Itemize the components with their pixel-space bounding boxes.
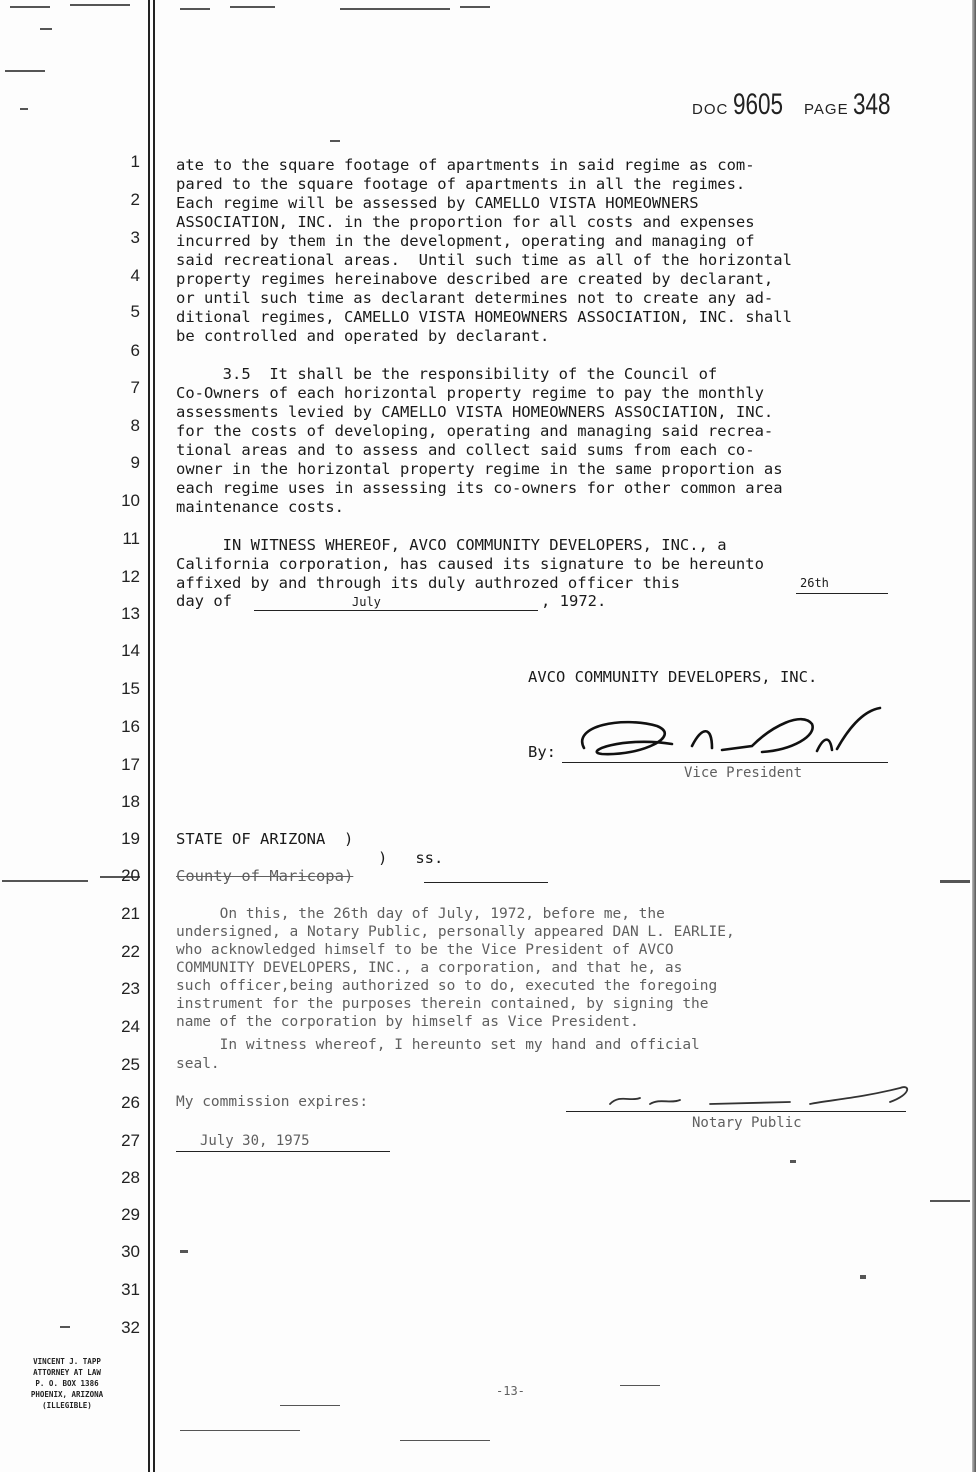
text-line: ate to the square footage of apartments in said regime as com- — [176, 156, 755, 174]
text-line: affixed by and through its duly authrozed officer this — [176, 574, 680, 592]
text-line: California corporation, has caused its signature to be hereunto — [176, 555, 764, 573]
text-line: undersigned, a Notary Public, personally appeared DAN L. EARLIE, — [176, 924, 735, 940]
text-line: assessments levied by CAMELLO VISTA HOMEOWNERS ASSOCIATION, INC. — [176, 403, 774, 421]
by-label: By: — [528, 743, 556, 761]
year-text: , 1972. — [541, 592, 607, 610]
stamp-line: P. O. BOX 1386 — [35, 1379, 99, 1388]
line-number: 26 — [121, 1093, 140, 1112]
line-number: 22 — [121, 942, 140, 961]
line-number: 15 — [121, 679, 140, 698]
stamp-line: ATTORNEY AT LAW — [33, 1368, 101, 1377]
text-line: On this, the 26th day of July, 1972, before me, the — [176, 906, 665, 922]
text-line: name of the corporation by himself as Vice President. — [176, 1014, 639, 1030]
stamp-line: VINCENT J. TAPP — [33, 1357, 101, 1366]
line-number: 28 — [121, 1168, 140, 1187]
text-line: seal. — [176, 1056, 220, 1072]
text-line: Co-Owners of each horizontal property regime to pay the monthly — [176, 384, 764, 402]
venue-ss: ) ss. — [378, 849, 444, 867]
commission-underline — [176, 1151, 390, 1152]
line-number: 11 — [122, 529, 140, 548]
signature-line — [562, 762, 888, 763]
text-line: property regimes hereinabove described are created by declarant, — [176, 270, 774, 288]
stamp-line: PHOENIX, ARIZONA — [30, 1390, 104, 1399]
text-line: be controlled and operated by declarant. — [176, 327, 550, 345]
line-number: 27 — [121, 1131, 140, 1150]
line-number: 6 — [130, 341, 140, 360]
venue-county: County of Maricopa) — [176, 867, 354, 885]
line-number: 18 — [121, 792, 140, 811]
signer-title: Vice President — [684, 765, 803, 781]
venue-underline — [424, 882, 548, 883]
notary-signature-line — [566, 1111, 906, 1112]
line-number: 16 — [121, 717, 140, 736]
line-number: 21 — [121, 904, 140, 923]
text-line: ASSOCIATION, INC. in the proportion for all costs and expenses — [176, 213, 755, 231]
attorney-stamp — [2, 1356, 132, 1411]
page-label: PAGE — [804, 101, 849, 118]
commission-label: My commission expires: — [176, 1094, 369, 1110]
text-line: 3.5 It shall be the responsibility of the Council of — [176, 365, 718, 383]
text-line: for the costs of developing, operating and managing said recrea- — [176, 422, 774, 440]
text-line: such officer,being authorized so to do, executed the foregoing — [176, 978, 718, 994]
text-line: said recreational areas. Until such time as all of the horizontal — [176, 251, 792, 269]
line-number: 17 — [121, 755, 140, 774]
text-line: who acknowledged himself to be the Vice President of AVCO — [176, 942, 674, 958]
book-label: DOC — [692, 101, 729, 118]
notary-title: Notary Public — [692, 1115, 802, 1131]
line-number: 30 — [121, 1242, 140, 1261]
text-line: maintenance costs. — [176, 498, 344, 516]
text-line: ditional regimes, CAMELLO VISTA HOMEOWNERS ASSOCIATION, INC. shall — [176, 308, 792, 326]
line-number: 19 — [121, 829, 140, 848]
text-line: instrument for the purposes therein contained, by signing the — [176, 996, 709, 1012]
page-footer-number: -13- — [496, 1384, 525, 1398]
recording-book-page — [692, 88, 903, 122]
text-line: each regime uses in assessing its co-owners for other common area — [176, 479, 783, 497]
line-number: 9 — [130, 453, 140, 472]
text-line: IN WITNESS WHEREOF, AVCO COMMUNITY DEVELOPERS, INC., a — [176, 536, 727, 554]
text-line: COMMUNITY DEVELOPERS, INC., a corporation, and that he, as — [176, 960, 683, 976]
line-number: 25 — [121, 1055, 140, 1074]
line-number: 5 — [130, 302, 140, 321]
line-number: 2 — [130, 190, 140, 209]
line-number: 31 — [121, 1280, 140, 1299]
line-number: 4 — [130, 266, 140, 285]
text-line: incurred by them in the development, operating and managing of — [176, 232, 755, 250]
text-line: tional areas and to assess and collect said sums from each co- — [176, 441, 755, 459]
line-number: 1 — [130, 152, 140, 171]
text-line: Each regime will be assessed by CAMELLO VISTA HOMEOWNERS — [176, 194, 699, 212]
month-value: July — [352, 595, 381, 609]
day-underline — [796, 593, 888, 594]
line-number: 10 — [121, 491, 140, 510]
line-number: 13 — [121, 604, 140, 623]
line-number: 3 — [130, 228, 140, 247]
commission-date: July 30, 1975 — [200, 1133, 310, 1149]
month-underline — [254, 610, 538, 611]
page-number: 348 — [853, 88, 891, 121]
text-line: owner in the horizontal property regime in the same proportion as — [176, 460, 783, 478]
day-value: 26th — [800, 576, 829, 590]
line-number: 23 — [121, 979, 140, 998]
text-line: In witness whereof, I hereunto set my hand and official — [176, 1037, 700, 1053]
line-number: 24 — [121, 1017, 140, 1036]
company-name: AVCO COMMUNITY DEVELOPERS, INC. — [528, 668, 818, 686]
stamp-line: (ILLEGIBLE) — [42, 1401, 92, 1410]
line-number: 29 — [121, 1205, 140, 1224]
line-number: 8 — [130, 416, 140, 435]
text-line: pared to the square footage of apartments in all the regimes. — [176, 175, 746, 193]
text-line: or until such time as declarant determines not to create any ad- — [176, 289, 774, 307]
officer-signature — [562, 706, 892, 766]
book-number: 9605 — [732, 88, 783, 121]
line-number: 20 — [121, 866, 140, 885]
line-number: 12 — [121, 567, 140, 586]
day-of-label: day of — [176, 592, 232, 610]
line-number: 32 — [121, 1318, 140, 1337]
line-number: 7 — [130, 378, 140, 397]
line-number: 14 — [121, 641, 140, 660]
venue-state: STATE OF ARIZONA ) — [176, 830, 354, 848]
